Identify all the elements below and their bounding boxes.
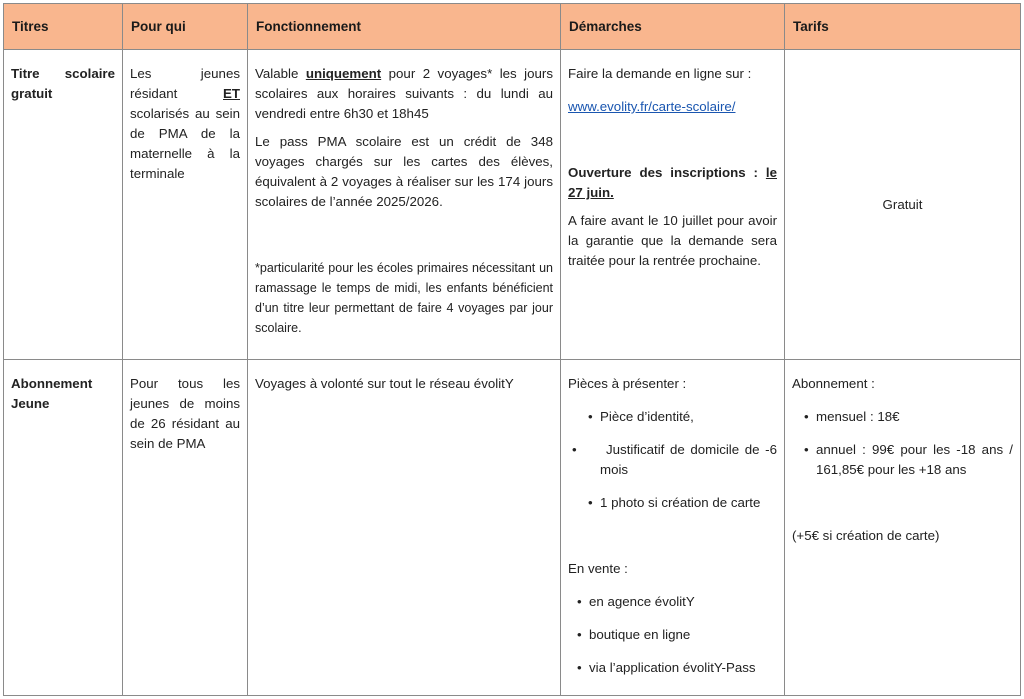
fonctionnement-text: Voyages à volonté sur tout le réseau évolitY xyxy=(255,376,514,391)
demarches-intro: Faire la demande en ligne sur : xyxy=(568,66,752,81)
header-demarches: Démarches xyxy=(561,4,785,50)
cell-tarif xyxy=(785,50,1021,360)
tarifs-title: Abonnement : xyxy=(792,376,875,391)
ouverture-inscriptions: Ouverture des inscriptions : le 27 juin. xyxy=(568,165,777,200)
list-item: • Pièce d’identité, xyxy=(600,407,777,427)
tarifs-list xyxy=(792,407,1013,480)
cell-fonctionnement xyxy=(248,360,561,696)
list-item: • mensuel : 18€ xyxy=(816,407,1013,427)
list-item: • annuel : 99€ pour les -18 ans / 161,85€ pour les +18 ans xyxy=(816,440,1013,480)
pour-qui-text: Les jeunes résidant ET scolarisés au sein de PMA de la maternelle à la terminale xyxy=(130,66,240,181)
list-item: • 1 photo si création de carte xyxy=(600,493,777,513)
cell-fonctionnement xyxy=(248,50,561,360)
abonnement-jeune-label: Abonnement Jeune xyxy=(11,376,93,411)
list-item: • en agence évolitY xyxy=(589,592,777,612)
cell-demarches xyxy=(561,50,785,360)
titre-scolaire-label: Titre scolaire gratuit xyxy=(11,66,115,101)
fonctionnement-note: *particularité pour les écoles primaires nécessitant un ramassage le temps de midi, les enfants bénéficient d’un titre leur permettant de faire 4 voyages par jour scolaire. xyxy=(255,261,553,335)
carte-scolaire-link[interactable]: www.evolity.fr/carte-scolaire/ xyxy=(568,99,736,114)
cell-titre xyxy=(4,50,123,360)
cell-pour-qui xyxy=(123,360,248,696)
pieces-title: Pièces à présenter : xyxy=(568,376,687,391)
header-fonctionnement: Fonctionnement xyxy=(248,4,561,50)
header-titres: Titres xyxy=(4,4,123,50)
tarifs-table xyxy=(3,3,1021,696)
vente-title: En vente : xyxy=(568,561,628,576)
cell-titre xyxy=(4,360,123,696)
cell-demarches xyxy=(561,360,785,696)
list-item: • boutique en ligne xyxy=(589,625,777,645)
cell-pour-qui xyxy=(123,50,248,360)
header-tarifs: Tarifs xyxy=(785,4,1021,50)
fonctionnement-p2: Le pass PMA scolaire est un crédit de 348 voyages chargés sur les cartes des élèves, équivalent à 2 voyages à réaliser sur les 174 jours scolaires de l’année 2025/2026. xyxy=(255,134,553,209)
pour-qui-text: Pour tous les jeunes de moins de 26 résidant au sein de PMA xyxy=(130,376,240,451)
list-item: • Justificatif de domicile de -6 mois xyxy=(584,440,777,480)
demarches-avant: A faire avant le 10 juillet pour avoir la garantie que la demande sera traitée pour la rentrée prochaine. xyxy=(568,213,777,268)
table-row-abonnement-jeune xyxy=(4,360,1021,696)
pieces-list xyxy=(568,407,777,513)
tarifs-note: (+5€ si création de carte) xyxy=(792,528,940,543)
cell-tarifs xyxy=(785,360,1021,696)
fonctionnement-p1: Valable uniquement pour 2 voyages* les jours scolaires aux horaires suivants : du lundi au vendredi entre 6h30 et 18h45 xyxy=(255,66,553,121)
tarif-gratuit: Gratuit xyxy=(882,196,923,212)
table-row-titre-scolaire xyxy=(4,50,1021,360)
header-row xyxy=(4,4,1021,50)
list-item: • via l’application évolitY-Pass xyxy=(589,658,777,678)
header-pour-qui: Pour qui xyxy=(123,4,248,50)
vente-list xyxy=(568,592,777,678)
